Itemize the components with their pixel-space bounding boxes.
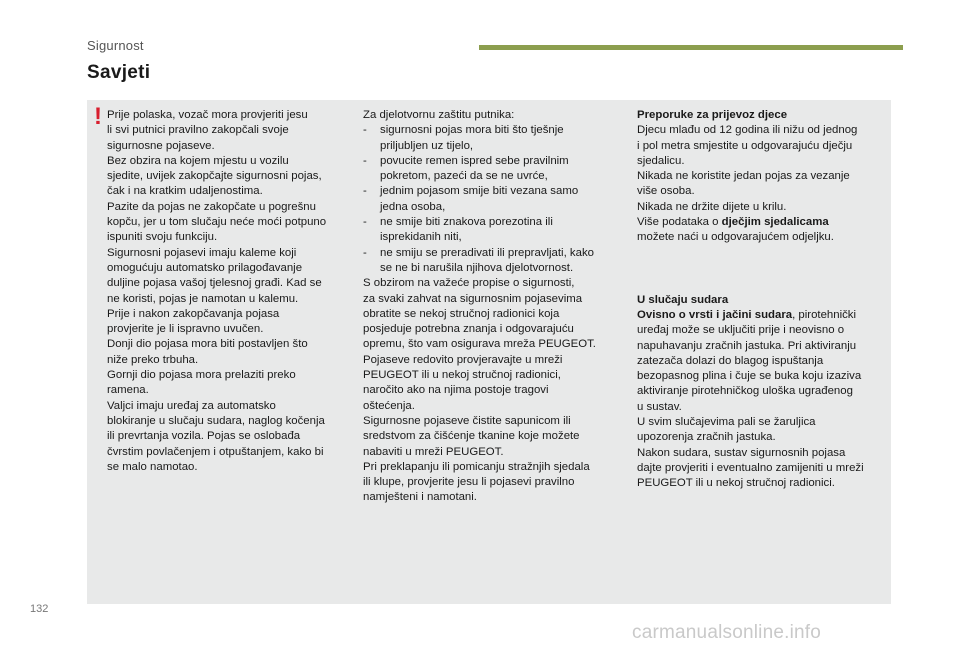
text-line: namješteni i namotani. bbox=[363, 491, 477, 504]
text-line: uređaj može se uključiti prije i neovisno o bbox=[637, 324, 845, 337]
page-number: 132 bbox=[30, 603, 49, 615]
list-dash: - bbox=[363, 124, 367, 137]
page-title: Savjeti bbox=[87, 62, 151, 83]
text-line: priljubljen uz tijelo, bbox=[380, 139, 474, 152]
more-info-line bbox=[637, 215, 881, 230]
text-line: Pazite da pojas ne zakopčate u pogrešnu bbox=[107, 200, 316, 213]
text-line: sjedite, uvijek zakopčajte sigurnosni pojas, bbox=[107, 170, 322, 183]
text-line: Nikada ne koristite jedan pojas za vezanje bbox=[637, 170, 850, 183]
intro-line: Za djelotvornu zaštitu putnika: bbox=[363, 109, 515, 121]
accident-lead-rest: , pirotehnički bbox=[792, 308, 857, 321]
text-line: se malo namotao. bbox=[107, 460, 198, 473]
header-accent-bar bbox=[479, 45, 903, 50]
text-line: čvrstim povlačenjem i otpuštanjem, kako bi bbox=[107, 445, 324, 458]
text-line: PEUGEOT ili u nekoj stručnoj radionici. bbox=[637, 477, 835, 490]
text-line: sigurnosne pojaseve. bbox=[107, 139, 215, 152]
text-line: ili prevrtanja vozila. Pojas se oslobađa bbox=[107, 430, 301, 443]
text-line: oštećenja. bbox=[363, 399, 415, 412]
list-dash: - bbox=[363, 154, 367, 167]
list-dash: - bbox=[363, 216, 367, 229]
text-line: Bez obzira na kojem mjestu u vozilu bbox=[107, 154, 289, 167]
text-line: u sustav. bbox=[637, 400, 682, 413]
children-heading: Preporuke za prijevoz djece bbox=[637, 109, 788, 121]
accident-first-line bbox=[637, 308, 881, 323]
text-line: Sigurnosni pojasevi imaju kaleme koji bbox=[107, 246, 297, 259]
text-line: zatezača dolazi do blagog ispuštanja bbox=[637, 354, 824, 367]
text-line: čak i na kratkim udaljenostima. bbox=[107, 185, 263, 198]
text-line: bezopasnog plina i čuje se buka koju izaziva bbox=[637, 370, 862, 383]
left-column bbox=[107, 108, 347, 475]
text-line: Djecu mlađu od 12 godina ili nižu od jednog bbox=[637, 124, 858, 137]
text-line: Valjci imaju uređaj za automatsko bbox=[107, 399, 276, 412]
text-line: jedna osoba, bbox=[380, 200, 446, 213]
text-line: se ne bi narušila njihova djelotvornost. bbox=[380, 261, 574, 274]
text-line: Pri preklapanju ili pomicanju stražnjih sjedala bbox=[363, 460, 590, 473]
text-line: provjerite je li ispravno uvučen. bbox=[107, 323, 264, 336]
text-line: kopču, jer u tom slučaju neće moći potpuno bbox=[107, 216, 327, 229]
list-item bbox=[363, 184, 608, 215]
text-line: Prije i nakon zakopčavanja pojasa bbox=[107, 307, 280, 320]
text-line: PEUGEOT ili u nekoj stručnoj radionici, bbox=[363, 369, 561, 382]
child-seats-reference: dječjim sjedalicama bbox=[721, 216, 829, 229]
text-line: naročito ako na njima postoje tragovi bbox=[363, 384, 549, 397]
text-line: niže preko trbuha. bbox=[107, 353, 199, 366]
section-spacer bbox=[637, 246, 881, 293]
text-line: omogućuju automatsko prilagođavanje bbox=[107, 261, 303, 274]
list-item bbox=[363, 123, 608, 154]
text-line: duljine pojasa vašoj tjelesnoj građi. Kad se bbox=[107, 277, 322, 290]
text-line: S obzirom na važeće propise o sigurnosti, bbox=[363, 277, 575, 290]
accident-heading: U slučaju sudara bbox=[637, 293, 729, 306]
text-line: Sigurnosne pojaseve čistite sapunicom ili bbox=[363, 414, 571, 427]
accident-bold-lead: Ovisno o vrsti i jačini sudara bbox=[637, 308, 793, 321]
text-line: Nikada ne držite dijete u krilu. bbox=[637, 200, 787, 213]
text-line: povucite remen ispred sebe pravilnim bbox=[380, 154, 569, 167]
list-item bbox=[363, 215, 608, 246]
text-line: li svi putnici pravilno zakopčali svoje bbox=[107, 124, 289, 137]
list-dash: - bbox=[363, 185, 367, 198]
text-line: ne smiju se preradivati ili prepravljati, kako bbox=[380, 246, 594, 259]
text-line: ispuniti svoju funkciju. bbox=[107, 231, 218, 244]
text-line: Pojaseve redovito provjeravajte u mreži bbox=[363, 353, 563, 366]
text-line: ne koristi, pojas je namotan u kalemu. bbox=[107, 292, 299, 305]
right-column bbox=[637, 108, 881, 492]
text-line: za svaki zahvat na sigurnosnim pojasevima bbox=[363, 292, 583, 305]
text-line: jednim pojasom smije biti vezana samo bbox=[380, 185, 579, 198]
text-line: ramena. bbox=[107, 384, 149, 397]
text-line: upozorenja zračnih jastuka. bbox=[637, 431, 776, 444]
text-line: obratite se nekoj stručnoj radionici koja bbox=[363, 307, 560, 320]
list-item bbox=[363, 154, 608, 185]
middle-column bbox=[363, 108, 608, 506]
more-info-prefix: Više podataka o bbox=[637, 216, 722, 229]
text-line: pokretom, pazeći da se ne uvrće, bbox=[380, 170, 548, 183]
text-line: blokiranje u slučaju sudara, naglog kočenja bbox=[107, 414, 325, 427]
section-label: Sigurnost bbox=[87, 38, 144, 53]
list-item bbox=[363, 246, 608, 277]
text-line: možete naći u odgovarajućem odjeljku. bbox=[637, 231, 834, 244]
text-line: više osoba. bbox=[637, 185, 695, 198]
text-line: napuhavanju zračnih jastuka. Pri aktiviranju bbox=[637, 339, 857, 352]
text-line: Nakon sudara, sustav sigurnosnih pojasa bbox=[637, 446, 846, 459]
text-line: U svim slučajevima pali se žaruljica bbox=[637, 416, 816, 429]
text-line: nabaviti u mreži PEUGEOT. bbox=[363, 445, 504, 458]
text-line: sigurnosni pojas mora biti što tješnje bbox=[380, 124, 564, 137]
text-line: isprekidanih niti, bbox=[380, 231, 462, 244]
text-line: dajte provjeriti i eventualno zamijeniti u mreži bbox=[637, 461, 864, 474]
text-line: opremu, što vam osigurava mreža PEUGEOT. bbox=[363, 338, 596, 351]
text-line: Gornji dio pojasa mora prelaziti preko bbox=[107, 369, 296, 382]
list-dash: - bbox=[363, 246, 367, 259]
text-line: aktiviranje pirotehničkog uloška ugrađenog bbox=[637, 385, 853, 398]
text-line: posjeduje potrebna znanja i odgovarajuću bbox=[363, 323, 574, 336]
warning-icon: ! bbox=[94, 103, 102, 130]
text-line: sredstvom za čišćenje tkanine koje možete bbox=[363, 430, 580, 443]
text-line: Prije polaska, vozač mora provjeriti jesu bbox=[107, 109, 308, 121]
text-line: ne smije biti znakova porezotina ili bbox=[380, 216, 553, 229]
watermark: carmanualsonline.info bbox=[632, 622, 822, 643]
text-line: Donji dio pojasa mora biti postavljen što bbox=[107, 338, 308, 351]
text-line: i pol metra smjestite u odgovarajuću dječju bbox=[637, 139, 853, 152]
text-line: ili klupe, provjerite jesu li pojasevi pravilno bbox=[363, 476, 575, 489]
text-line: sjedalicu. bbox=[637, 154, 685, 167]
